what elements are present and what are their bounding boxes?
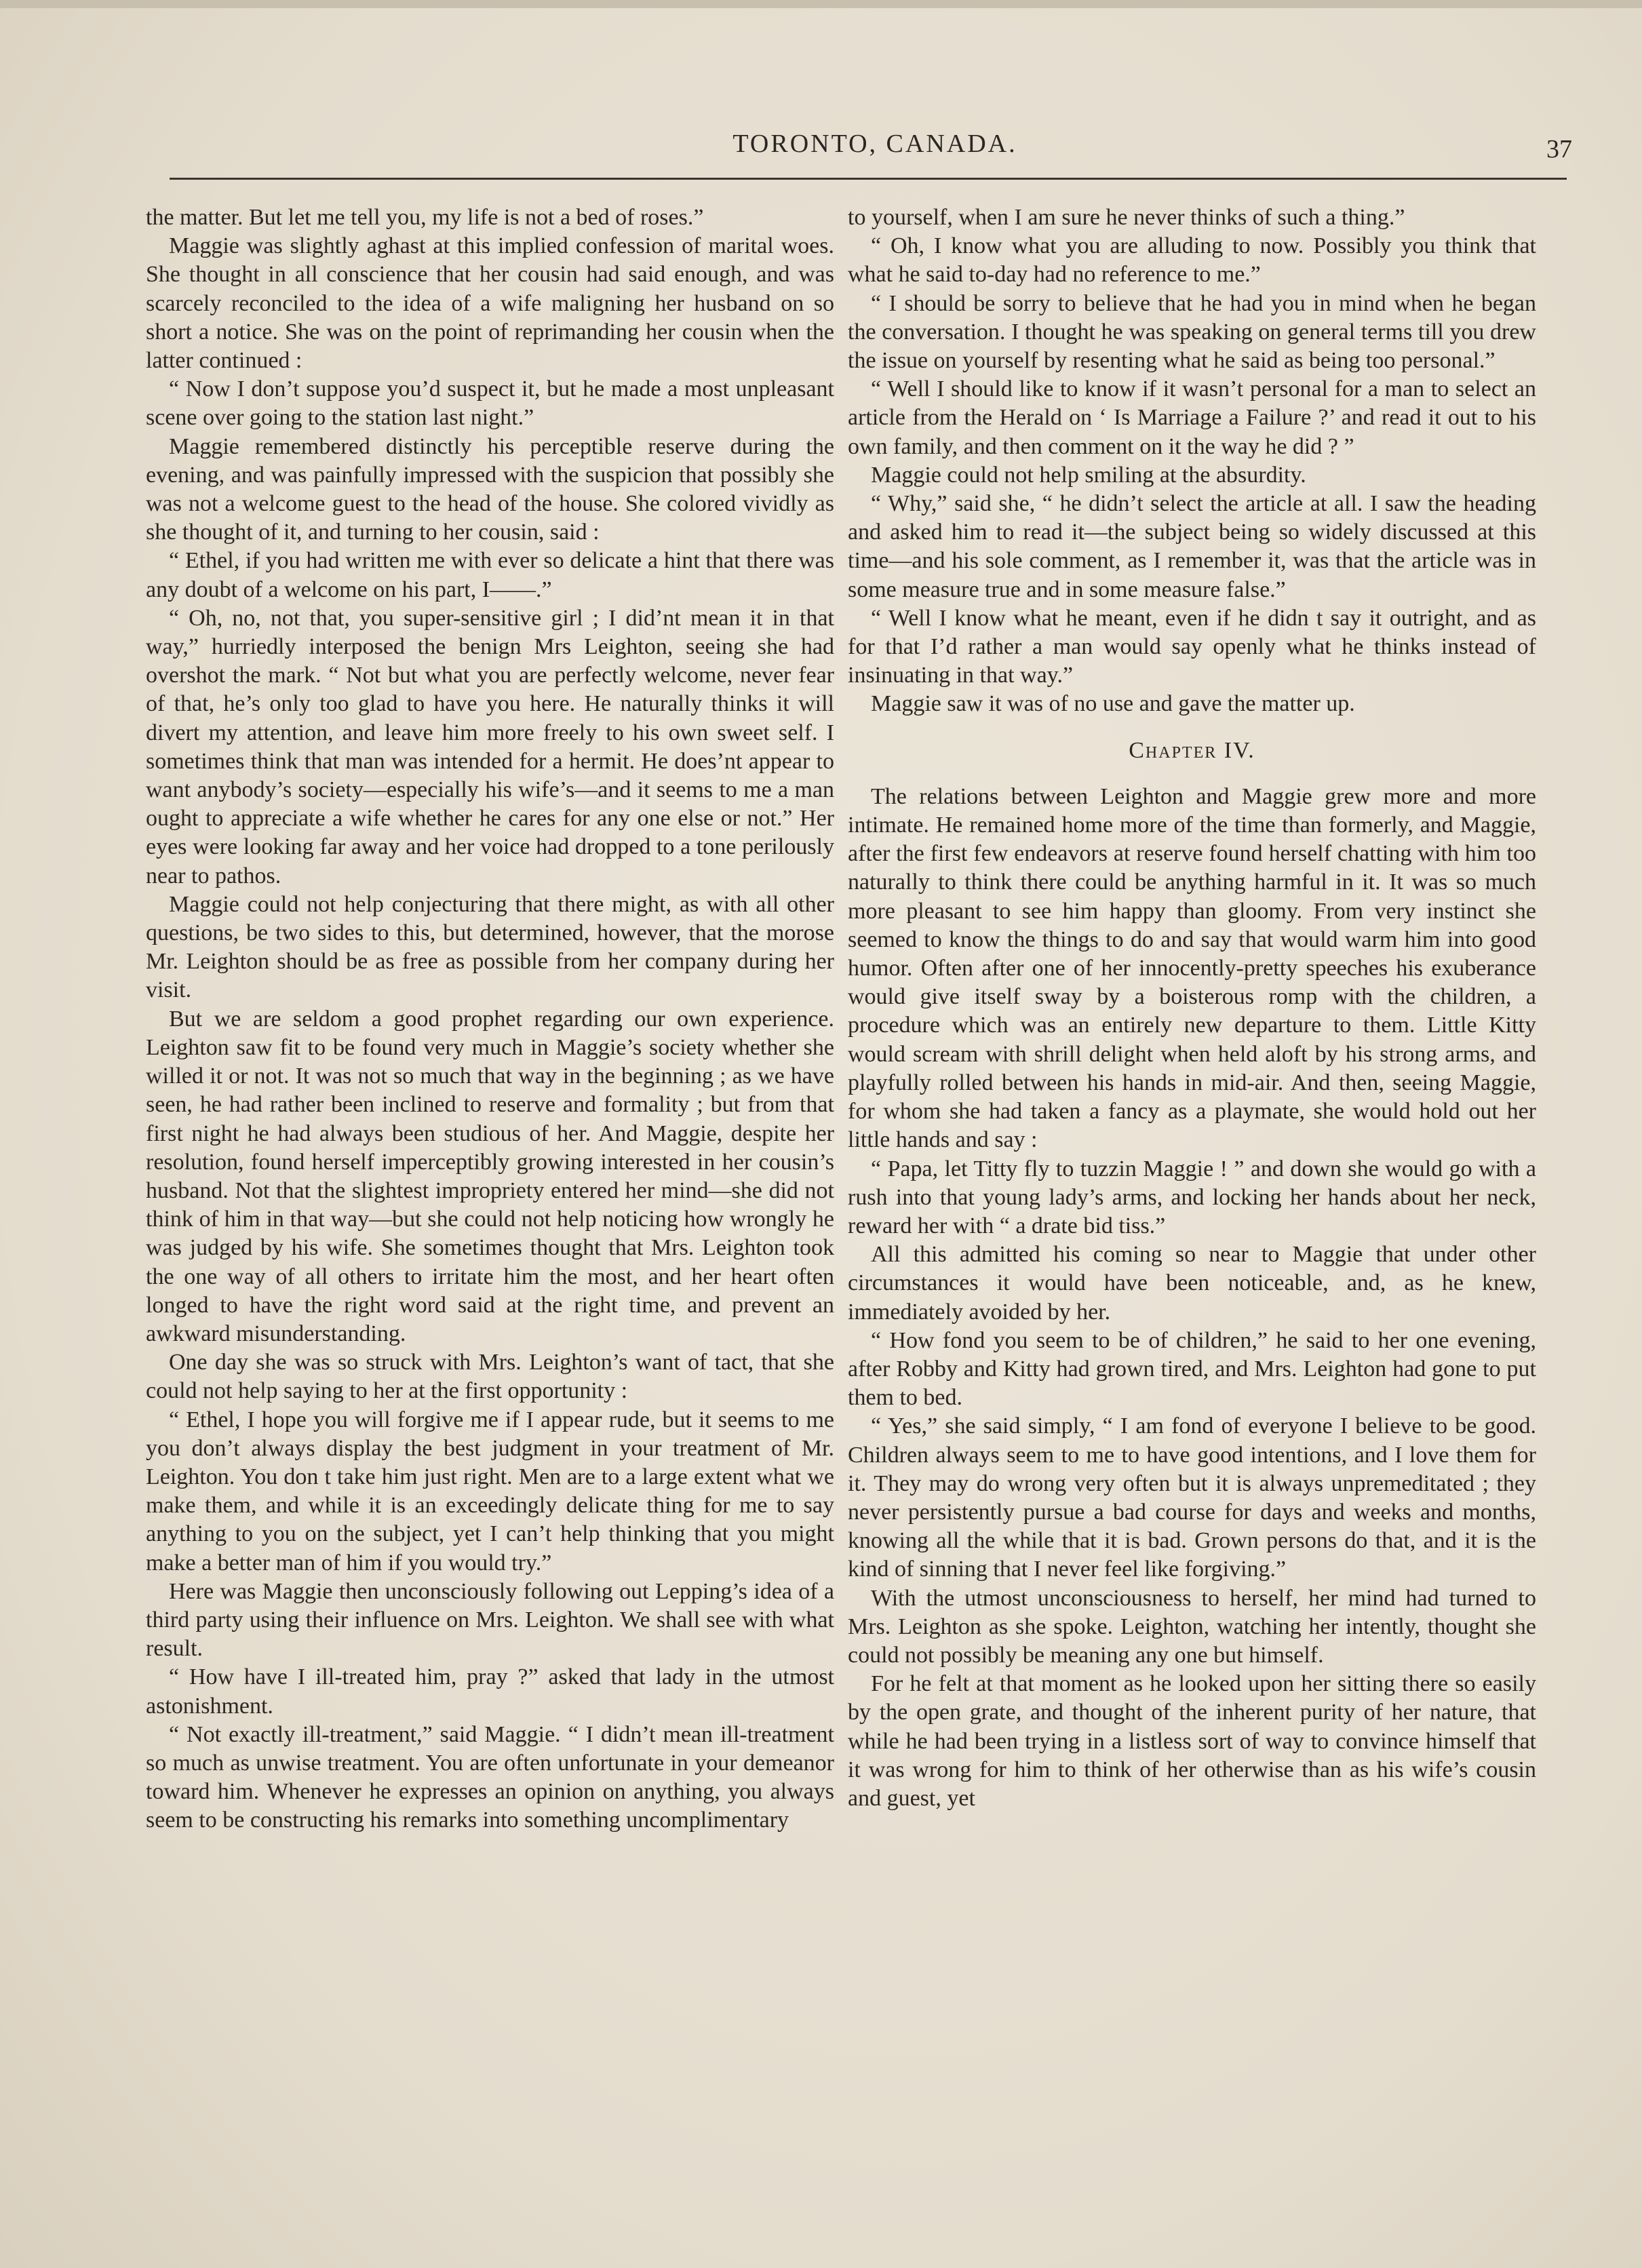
paragraph: Maggie could not help conjecturing that there might, as with all other questions, be two sides to this, but determined, however, that the morose Mr. Leighton should be as free as possible from her company during her visit. — [146, 891, 834, 1003]
page-number: 37 — [1546, 135, 1572, 163]
paragraph: “ Well I know what he meant, even if he didn t say it outright, and as for that I’d rather a man would say openly what he thinks instead of insinuating in that way.” — [848, 605, 1536, 688]
page-header — [170, 129, 1580, 176]
paragraph: But we are seldom a good prophet regarding our own experience. Leighton saw fit to be found very much in Maggie’s society whether she willed it or not. It was not so much that way in the beginning ; as we have seen, he had rather been inclined to reserve and formality ; but from that first night he had always been studious of her. And Maggie, despite her resolution, found herself imperceptibly growing interested in her cousin’s husband. Not that the slightest impropriety entered her mind—she did not think of him in that way—but she could not help noticing how wrongly he was judged by his wife. She sometimes thought that Mrs. Leighton took the one way of all others to irritate him the most, and her heart often longed to have the right word said at the right time, and prevent an awkward misunderstanding. — [146, 1006, 834, 1346]
paragraph: “ Papa, let Titty fly to tuzzin Maggie ! ” and down she would go with a rush into that young lady’s arms, and locking her hands about her neck, reward her with “ a drate bid tiss.” — [848, 1156, 1536, 1238]
paragraph: Maggie was slightly aghast at this implied confession of marital woes. She thought in all conscience that her cousin had said enough, and was scarcely reconciled to the idea of a wife maligning her husband on so short a notice. She was on the point of reprimanding her cousin when the latter continued : — [146, 233, 834, 374]
paragraph: “ Yes,” she said simply, “ I am fond of everyone I believe to be good. Children always seem to me to have good intentions, and I love them for it. They may do wrong very often but it is always unpremeditated ; they never persistently pursue a bad course for days and weeks and months, knowing all the while that it is bad. Grown persons do that, and it is the kind of sinning that I never feel like forgiving.” — [848, 1413, 1536, 1582]
paragraph: With the utmost unconsciousness to herself, her mind had turned to Mrs. Leighton as she spoke. Leighton, watching her intently, thought she could not possibly be meaning any one but himself. — [848, 1585, 1536, 1668]
paragraph: “ How fond you seem to be of children,” he said to her one evening, after Robby and Kitty had grown tired, and Mrs. Leighton had gone to put them to bed. — [848, 1327, 1536, 1411]
paragraph: “ Oh, I know what you are alluding to now. Possibly you think that what he said to-day had no reference to me.” — [848, 233, 1536, 288]
paragraph: “ Not exactly ill-treatment,” said Maggie. “ I didn’t mean ill-treatment so much as unwise treatment. You are often unfortunate in your demeanor toward him. Whenever he expresses an opinion on anything, you always seem to be constructing his remarks into something uncomplimentary — [146, 1721, 834, 1833]
paragraph: The relations between Leighton and Maggie grew more and more intimate. He remained home more of the time than formerly, and Maggie, after the first few endeavors at reserve found herself chatting with him too naturally to think there could be anything harmful in it. It was so much more pleasant to see him happy than gloomy. From very instinct she seemed to know the things to do and say that would warm him into good humor. Often after one of her innocently-pretty speeches his exuberance would give itself sway by a boisterous romp with the children, a procedure which was an entirely new departure to them. Little Kitty would scream with shrill delight when held aloft by his strong arms, and playfully rolled between his hands in mid-air. And then, seeing Maggie, for whom she had taken a fancy as a playmate, she would hold out her little hands and say : — [848, 783, 1536, 1153]
paragraph: Maggie could not help smiling at the absurdity. — [871, 462, 1306, 488]
paragraph: the matter. But let me tell you, my life is not a bed of roses.” — [146, 205, 704, 230]
paragraph: For he felt at that moment as he looked upon her sitting there so easily by the open grate, and thought of the inherent purity of her nature, that while he had been trying in a listless sort of way to convince himself that it was wrong for him to think of her otherwise than as his wife’s cousin and guest, yet — [848, 1671, 1536, 1811]
paragraph: “ Well I should like to know if it wasn’t personal for a man to select an article from the Herald on ‘ Is Marriage a Failure ?’ and read it out to his own family, and then comment on it the way he did ? ” — [848, 376, 1536, 459]
paragraph: “ How have I ill-treated him, pray ?” asked that lady in the utmost astonishment. — [146, 1664, 834, 1719]
header-rule — [170, 178, 1567, 180]
paragraph: to yourself, when I am sure he never thinks of such a thing.” — [848, 205, 1405, 230]
paragraph: “ Ethel, I hope you will forgive me if I appear rude, but it seems to me you don’t always display the best judgment in your treatment of Mr. Leighton. You don t take him just right. Men are to a large extent what we make them, and while it is an exceedingly delicate thing for me to say anything to you on the subject, yet I can’t help thinking that you might make a better man of him if you would try.” — [146, 1407, 834, 1576]
chapter-heading: Chapter IV. — [1129, 737, 1255, 763]
paragraph: “ Ethel, if you had written me with ever so delicate a hint that there was any doubt of a welcome on his part, I——.” — [146, 548, 834, 602]
paragraph: Maggie remembered distinctly his perceptible reserve during the evening, and was painfully impressed with the suspicion that possibly she was not a welcome guest to the head of the house. She colored vividly as she thought of it, and turning to her cousin, said : — [146, 433, 834, 545]
paragraph: One day she was so struck with Mrs. Leighton’s want of tact, that she could not help saying to her at the first opportunity : — [146, 1350, 834, 1404]
right-column — [848, 203, 1536, 2103]
paragraph: Maggie saw it was of no use and gave the matter up. — [871, 691, 1355, 717]
paragraph: “ Oh, no, not that, you super-sensitive girl ; I did’nt mean it in that way,” hurriedly interposed the benign Mrs Leighton, seeing she had overshot the mark. “ Not but what you are perfectly welcome, never fear of that, he’s only too glad to have you here. He naturally thinks it will divert my attention, and leave him more freely to his own sweet self. I sometimes think that man was intended for a hermit. He does’nt appear to want anybody’s society—especially his wife’s—and it seems to me a man ought to appreciate a wife whether he cares for any one else or not.” Her eyes were looking far away and her voice had dropped to a tone perilously near to pathos. — [146, 605, 834, 888]
running-title: TORONTO, CANADA. — [732, 130, 1017, 158]
paragraph: “ Now I don’t suppose you’d suspect it, but he made a most unpleasant scene over going to the station last night.” — [146, 376, 834, 431]
paragraph: All this admitted his coming so near to Maggie that under other circumstances it would have been noticeable, and, as he knew, immediately avoided by her. — [848, 1242, 1536, 1325]
page-top-edge — [0, 0, 1642, 8]
paragraph: “ I should be sorry to believe that he had you in mind when he began the conversation. I thought he was speaking on general terms till you drew the issue on yourself by resenting what he said as being too personal.” — [848, 290, 1536, 374]
paragraph: Here was Maggie then unconsciously following out Lepping’s idea of a third party using their influence on Mrs. Leighton. We shall see with what result. — [146, 1578, 834, 1662]
left-column — [146, 203, 834, 2103]
paragraph: “ Why,” said she, “ he didn’t select the article at all. I saw the heading and asked him to read it—the subject being so widely discussed at this time—and his sole comment, as I remember it, was that the article was in some measure true and in some measure false.” — [848, 491, 1536, 602]
